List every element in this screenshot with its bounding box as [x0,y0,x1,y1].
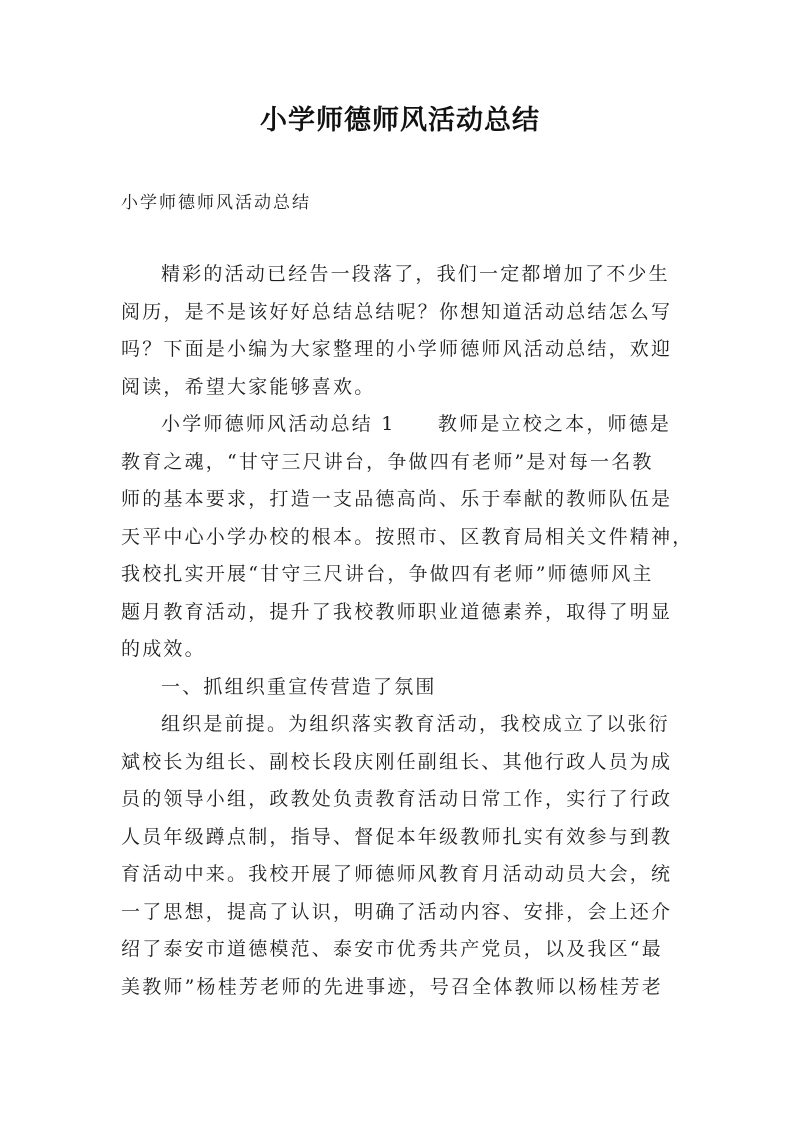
body-line: 绍了泰安市道德模范、泰安市优秀共产党员，以及我区“最 [121,938,663,960]
body-line: 题月教育活动，提升了我校教师职业道德素养，取得了明显 [121,600,673,623]
body-line: 的成效。 [121,638,206,660]
body-line: 阅历，是不是该好好总结总结呢？你想知道活动总结怎么写 [121,300,673,323]
body-line: 小学师德师风活动总结 1 教师是立校之本，师德是 [161,413,672,435]
body-line: 天平中心小学办校的根本。按照市、区教育局相关文件精神， [121,525,694,548]
body-line: 教育之魂，“甘守三尺讲台，争做四有老师”是对每一名教 [121,450,654,473]
body-line: 吗？下面是小编为大家整理的小学师德师风活动总结，欢迎 [121,338,673,360]
body-line: 育活动中来。我校开展了师德师风教育月活动动员大会，统 [121,863,673,885]
body-line: 员的领导小组，政教处负责教育活动日常工作，实行了行政 [121,788,673,810]
body-line: 我校扎实开展“甘守三尺讲台，争做四有老师”师德师风主 [121,563,654,585]
document-body [121,256,694,1006]
section-heading: 一、抓组织重宣传营造了氛围 [161,675,437,698]
body-line: 阅读，希望大家能够喜欢。 [121,375,376,398]
body-line: 精彩的活动已经告一段落了，我们一定都增加了不少生 [161,263,670,285]
body-line: 师的基本要求，打造一支品德高尚、乐于奉献的教师队伍是 [121,488,673,510]
document-title: 小学师德师风活动总结 [260,105,540,136]
document-subtitle: 小学师德师风活动总结 [121,193,311,213]
body-line: 组织是前提。为组织落实教育活动，我校成立了以张衍 [161,713,670,735]
body-line: 一了思想，提高了认识，明确了活动内容、安排，会上还介 [121,900,673,923]
body-line: 斌校长为组长、副校长段庆刚任副组长、其他行政人员为成 [121,750,673,773]
body-line: 美教师”杨桂芳老师的先进事迹，号召全体教师以杨桂芳老 [121,975,663,998]
body-line: 人员年级蹲点制，指导、督促本年级教师扎实有效参与到教 [121,825,673,848]
